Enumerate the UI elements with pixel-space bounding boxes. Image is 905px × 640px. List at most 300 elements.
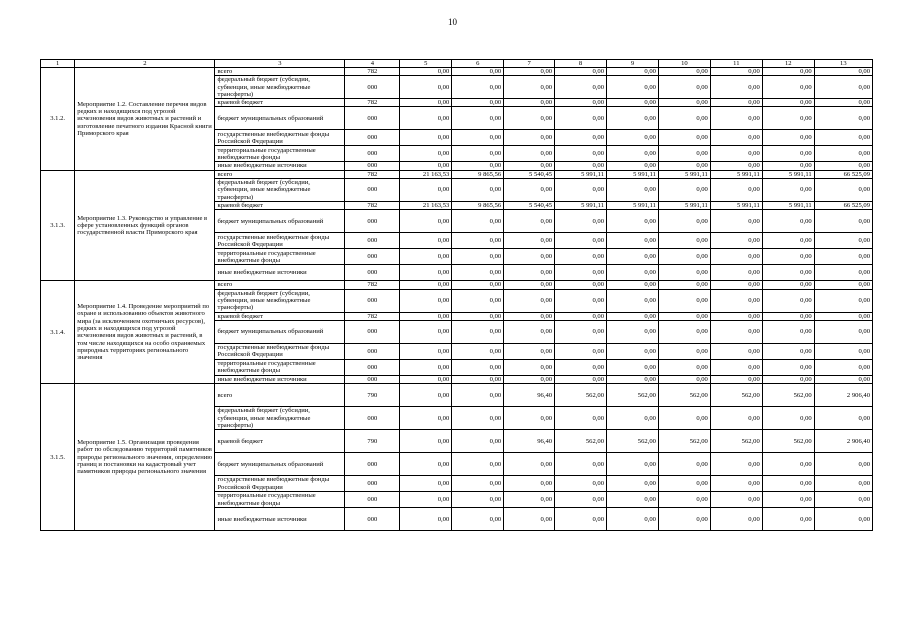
year-value: 0,00 [658,162,710,170]
total-value: 0,00 [814,312,872,320]
year-value: 0,00 [504,476,555,492]
year-value: 0,00 [658,99,710,107]
year-value: 0,00 [607,162,659,170]
year-value: 0,00 [504,289,555,312]
year-value: 0,00 [452,492,504,508]
year-value: 5 991,11 [607,170,659,178]
budget-code: 000 [345,492,400,508]
total-value: 66 525,09 [814,202,872,210]
budget-code: 782 [345,281,400,289]
year-value: 0,00 [607,476,659,492]
total-value: 0,00 [814,146,872,162]
budget-code: 000 [345,453,400,476]
year-value: 5 991,11 [762,202,814,210]
year-value: 0,00 [555,76,607,99]
measure-code: 3.1.3. [41,170,75,281]
funding-source: федеральный бюджет (субсидии, субвенции, иные межбюджетные трансферты) [215,407,345,430]
year-value: 562,00 [607,430,659,453]
measure-code: 3.1.4. [41,281,75,384]
year-value: 0,00 [658,407,710,430]
year-value: 0,00 [710,407,762,430]
year-value: 0,00 [400,312,452,320]
year-value: 0,00 [710,162,762,170]
year-value: 0,00 [555,453,607,476]
year-value: 9 865,56 [452,170,504,178]
year-value: 0,00 [658,233,710,249]
year-value: 0,00 [607,146,659,162]
year-value: 0,00 [504,492,555,508]
year-value: 0,00 [710,233,762,249]
budget-code: 782 [345,312,400,320]
budget-code: 000 [345,508,400,531]
year-value: 0,00 [710,359,762,375]
year-value: 0,00 [452,76,504,99]
year-value: 0,00 [555,265,607,281]
year-value: 0,00 [658,476,710,492]
budget-code: 782 [345,170,400,178]
funding-source: краевой бюджет [215,202,345,210]
year-value: 0,00 [504,162,555,170]
year-value: 0,00 [504,233,555,249]
year-value: 0,00 [555,289,607,312]
year-value: 0,00 [504,179,555,202]
year-value: 562,00 [555,384,607,407]
col-header: 2 [75,60,215,68]
year-value: 0,00 [452,384,504,407]
year-value: 0,00 [452,146,504,162]
year-value: 0,00 [607,68,659,76]
year-value: 0,00 [555,210,607,233]
funding-source: всего [215,281,345,289]
year-value: 0,00 [607,343,659,359]
year-value: 96,40 [504,430,555,453]
budget-code: 000 [345,76,400,99]
measure-name: Мероприятие 1.3. Руководство и управление в сфере установленных функций органов государственной власти Приморского края [75,170,215,281]
year-value: 0,00 [658,359,710,375]
year-value: 0,00 [504,407,555,430]
year-value: 0,00 [400,407,452,430]
year-value: 0,00 [452,476,504,492]
year-value: 0,00 [400,233,452,249]
table-row [41,281,873,289]
year-value: 5 991,11 [762,170,814,178]
year-value: 0,00 [658,343,710,359]
year-value: 0,00 [452,375,504,383]
year-value: 0,00 [658,68,710,76]
year-value: 0,00 [762,312,814,320]
year-value: 0,00 [710,312,762,320]
year-value: 0,00 [710,281,762,289]
total-value: 0,00 [814,233,872,249]
year-value: 0,00 [607,407,659,430]
year-value: 0,00 [400,99,452,107]
year-value: 5 991,11 [555,170,607,178]
year-value: 0,00 [452,407,504,430]
year-value: 0,00 [607,359,659,375]
year-value: 5 991,11 [658,202,710,210]
year-value: 0,00 [658,289,710,312]
col-header: 9 [607,60,659,68]
total-value: 0,00 [814,68,872,76]
year-value: 0,00 [658,76,710,99]
year-value: 5 991,11 [607,202,659,210]
year-value: 0,00 [762,99,814,107]
year-value: 0,00 [762,289,814,312]
year-value: 562,00 [555,430,607,453]
year-value: 0,00 [710,68,762,76]
year-value: 0,00 [400,68,452,76]
year-value: 21 163,53 [400,202,452,210]
year-value: 0,00 [710,249,762,265]
year-value: 0,00 [555,359,607,375]
budget-code: 790 [345,430,400,453]
col-header: 7 [504,60,555,68]
budget-code: 000 [345,320,400,343]
measure-name: Мероприятие 1.5. Организация проведения работ по обследованию территорий памятников природы регионального значения, определению границ и постановки на кадастровый учет памятников природы регионального значения [75,384,215,531]
funding-source: государственные внебюджетные фонды Российской Федерации [215,476,345,492]
year-value: 0,00 [452,343,504,359]
year-value: 0,00 [555,107,607,130]
funding-source: иные внебюджетные источники [215,265,345,281]
total-value: 0,00 [814,492,872,508]
budget-code: 000 [345,146,400,162]
table-body [41,68,873,531]
col-header: 11 [710,60,762,68]
year-value: 0,00 [504,99,555,107]
budget-code: 000 [345,210,400,233]
year-value: 0,00 [762,407,814,430]
table-row [41,384,873,407]
year-value: 0,00 [607,265,659,281]
year-value: 0,00 [762,233,814,249]
year-value: 0,00 [658,320,710,343]
table-row [41,170,873,178]
year-value: 0,00 [762,210,814,233]
budget-code: 790 [345,384,400,407]
year-value: 0,00 [762,68,814,76]
year-value: 0,00 [555,233,607,249]
year-value: 0,00 [400,453,452,476]
funding-source: краевой бюджет [215,312,345,320]
funding-source: всего [215,170,345,178]
year-value: 0,00 [400,179,452,202]
col-header: 12 [762,60,814,68]
year-value: 0,00 [762,179,814,202]
year-value: 0,00 [658,249,710,265]
year-value: 0,00 [504,343,555,359]
funding-source: бюджет муниципальных образований [215,320,345,343]
column-number-row [41,60,873,68]
year-value: 0,00 [658,107,710,130]
year-value: 0,00 [452,179,504,202]
year-value: 0,00 [555,312,607,320]
year-value: 0,00 [555,162,607,170]
col-header: 4 [345,60,400,68]
total-value: 0,00 [814,320,872,343]
budget-code: 000 [345,289,400,312]
funding-source: государственные внебюджетные фонды Российской Федерации [215,233,345,249]
year-value: 0,00 [555,146,607,162]
col-header: 6 [452,60,504,68]
total-value: 0,00 [814,210,872,233]
year-value: 0,00 [762,107,814,130]
year-value: 0,00 [607,99,659,107]
year-value: 0,00 [710,107,762,130]
year-value: 0,00 [555,68,607,76]
measure-name: Мероприятие 1.2. Составление перечня видов редких и находящихся под угрозой исчезновения видов животных и растений и изготовление печатного издания Красной книги Приморского края [75,68,215,171]
funding-source: территориальные государственные внебюджетные фонды [215,359,345,375]
year-value: 0,00 [400,107,452,130]
year-value: 0,00 [710,130,762,146]
year-value: 0,00 [504,210,555,233]
funding-source: всего [215,68,345,76]
year-value: 0,00 [555,476,607,492]
year-value: 0,00 [762,130,814,146]
year-value: 0,00 [555,320,607,343]
year-value: 0,00 [762,281,814,289]
year-value: 0,00 [710,76,762,99]
year-value: 0,00 [710,492,762,508]
total-value: 0,00 [814,107,872,130]
year-value: 0,00 [555,508,607,531]
col-header: 13 [814,60,872,68]
year-value: 0,00 [607,375,659,383]
year-value: 0,00 [504,249,555,265]
year-value: 0,00 [504,146,555,162]
year-value: 0,00 [400,476,452,492]
funding-source: федеральный бюджет (субсидии, субвенции, иные межбюджетные трансферты) [215,289,345,312]
col-header: 5 [400,60,452,68]
year-value: 0,00 [607,249,659,265]
year-value: 0,00 [452,430,504,453]
year-value: 0,00 [400,289,452,312]
year-value: 0,00 [607,281,659,289]
year-value: 0,00 [452,99,504,107]
year-value: 0,00 [710,179,762,202]
year-value: 0,00 [452,130,504,146]
year-value: 0,00 [762,375,814,383]
total-value: 0,00 [814,179,872,202]
year-value: 0,00 [452,265,504,281]
funding-source: территориальные государственные внебюджетные фонды [215,492,345,508]
year-value: 0,00 [607,130,659,146]
year-value: 0,00 [710,265,762,281]
year-value: 0,00 [658,375,710,383]
year-value: 5 540,45 [504,202,555,210]
budget-code: 000 [345,375,400,383]
year-value: 562,00 [762,430,814,453]
year-value: 0,00 [710,508,762,531]
page-number: 10 [448,17,457,27]
year-value: 0,00 [400,430,452,453]
year-value: 562,00 [658,384,710,407]
year-value: 562,00 [762,384,814,407]
year-value: 0,00 [762,359,814,375]
year-value: 0,00 [658,210,710,233]
budget-code: 782 [345,68,400,76]
year-value: 0,00 [452,359,504,375]
year-value: 0,00 [555,249,607,265]
year-value: 562,00 [607,384,659,407]
year-value: 0,00 [710,99,762,107]
total-value: 2 906,40 [814,430,872,453]
year-value: 0,00 [452,281,504,289]
year-value: 0,00 [400,375,452,383]
year-value: 0,00 [762,162,814,170]
year-value: 0,00 [400,162,452,170]
total-value: 0,00 [814,476,872,492]
year-value: 21 163,53 [400,170,452,178]
year-value: 0,00 [504,68,555,76]
funding-source: территориальные государственные внебюджетные фонды [215,249,345,265]
total-value: 0,00 [814,99,872,107]
budget-code: 000 [345,179,400,202]
year-value: 0,00 [452,320,504,343]
total-value: 2 906,40 [814,384,872,407]
year-value: 5 540,45 [504,170,555,178]
year-value: 0,00 [762,476,814,492]
year-value: 0,00 [555,179,607,202]
funding-source: бюджет муниципальных образований [215,210,345,233]
year-value: 0,00 [555,130,607,146]
year-value: 0,00 [658,312,710,320]
year-value: 0,00 [452,289,504,312]
year-value: 0,00 [607,508,659,531]
measure-name: Мероприятие 1.4. Проведение мероприятий по охране и использованию объектов животного мира (за исключением охотничьих ресурсов), редких и находящихся под угрозой исчезновения видов животных и растений, в том числе находящихся на особо охраняемых природных территориях регионального значения [75,281,215,384]
year-value: 0,00 [555,375,607,383]
year-value: 0,00 [555,343,607,359]
year-value: 9 865,56 [452,202,504,210]
year-value: 0,00 [555,99,607,107]
total-value: 0,00 [814,162,872,170]
budget-code: 000 [345,130,400,146]
year-value: 0,00 [607,492,659,508]
year-value: 0,00 [607,453,659,476]
year-value: 0,00 [452,233,504,249]
funding-source: государственные внебюджетные фонды Российской Федерации [215,343,345,359]
total-value: 0,00 [814,407,872,430]
year-value: 562,00 [710,430,762,453]
funding-source: краевой бюджет [215,99,345,107]
year-value: 0,00 [400,281,452,289]
year-value: 0,00 [400,210,452,233]
year-value: 0,00 [452,68,504,76]
measure-code: 3.1.2. [41,68,75,171]
year-value: 0,00 [607,233,659,249]
year-value: 0,00 [710,289,762,312]
year-value: 0,00 [710,146,762,162]
year-value: 0,00 [658,492,710,508]
year-value: 0,00 [658,453,710,476]
year-value: 0,00 [658,281,710,289]
year-value: 0,00 [710,375,762,383]
year-value: 0,00 [762,453,814,476]
year-value: 0,00 [400,492,452,508]
budget-code: 000 [345,233,400,249]
year-value: 0,00 [762,249,814,265]
year-value: 5 991,11 [710,170,762,178]
total-value: 66 525,09 [814,170,872,178]
year-value: 0,00 [762,508,814,531]
col-header: 3 [215,60,345,68]
year-value: 0,00 [710,210,762,233]
total-value: 0,00 [814,249,872,265]
year-value: 562,00 [710,384,762,407]
year-value: 0,00 [504,375,555,383]
year-value: 0,00 [762,76,814,99]
year-value: 0,00 [452,107,504,130]
year-value: 0,00 [504,453,555,476]
year-value: 0,00 [400,359,452,375]
year-value: 0,00 [658,265,710,281]
year-value: 0,00 [607,179,659,202]
year-value: 0,00 [504,508,555,531]
year-value: 0,00 [452,453,504,476]
year-value: 0,00 [452,508,504,531]
budget-code: 782 [345,202,400,210]
total-value: 0,00 [814,76,872,99]
budget-code: 000 [345,107,400,130]
year-value: 0,00 [555,407,607,430]
year-value: 0,00 [710,476,762,492]
year-value: 0,00 [555,281,607,289]
year-value: 0,00 [710,320,762,343]
year-value: 562,00 [658,430,710,453]
funding-source: иные внебюджетные источники [215,162,345,170]
total-value: 0,00 [814,265,872,281]
year-value: 0,00 [504,359,555,375]
funding-source: иные внебюджетные источники [215,375,345,383]
budget-code: 782 [345,99,400,107]
year-value: 0,00 [400,508,452,531]
year-value: 0,00 [762,492,814,508]
year-value: 0,00 [762,146,814,162]
year-value: 0,00 [504,130,555,146]
funding-source: федеральный бюджет (субсидии, субвенции, иные межбюджетные трансферты) [215,179,345,202]
year-value: 0,00 [710,343,762,359]
year-value: 0,00 [658,179,710,202]
year-value: 0,00 [504,281,555,289]
funding-source: территориальные государственные внебюджетные фонды [215,146,345,162]
funding-source: иные внебюджетные источники [215,508,345,531]
year-value: 5 991,11 [658,170,710,178]
total-value: 0,00 [814,375,872,383]
funding-source: всего [215,384,345,407]
budget-table [40,59,873,531]
funding-source: краевой бюджет [215,430,345,453]
budget-code: 000 [345,476,400,492]
budget-code: 000 [345,249,400,265]
year-value: 0,00 [452,312,504,320]
table-row [41,68,873,76]
year-value: 0,00 [452,210,504,233]
year-value: 0,00 [607,76,659,99]
year-value: 0,00 [400,249,452,265]
funding-source: государственные внебюджетные фонды Российской Федерации [215,130,345,146]
year-value: 0,00 [400,130,452,146]
year-value: 0,00 [504,107,555,130]
year-value: 0,00 [762,320,814,343]
year-value: 0,00 [658,146,710,162]
budget-code: 000 [345,407,400,430]
year-value: 0,00 [607,107,659,130]
measure-code: 3.1.5. [41,384,75,531]
total-value: 0,00 [814,281,872,289]
year-value: 0,00 [504,320,555,343]
year-value: 0,00 [504,312,555,320]
year-value: 0,00 [762,343,814,359]
year-value: 5 991,11 [710,202,762,210]
